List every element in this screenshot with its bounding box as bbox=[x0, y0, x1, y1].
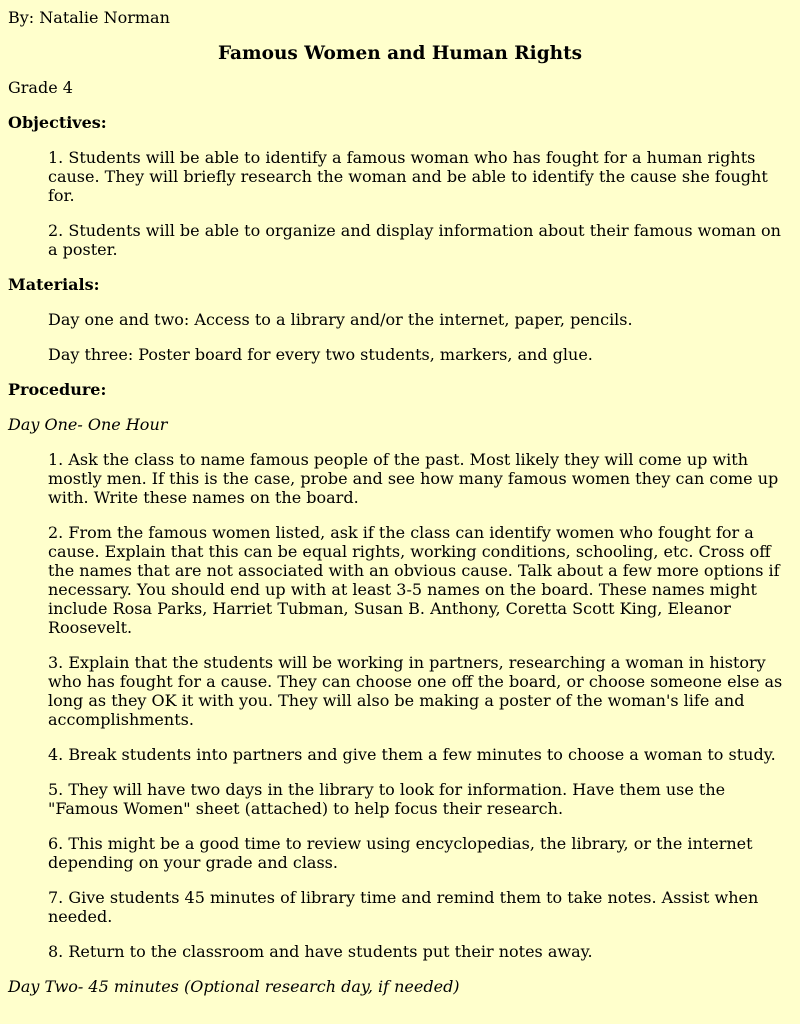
materials-item: Day three: Poster board for every two students, markers, and glue. bbox=[48, 345, 593, 364]
grade-level: Grade 4 bbox=[8, 78, 73, 97]
procedure-heading: Procedure: bbox=[8, 380, 107, 399]
procedure-step: 5. They will have two days in the library to look for information. Have them use the "Famous Women" sheet (attached) to help focus their research. bbox=[48, 780, 726, 818]
procedure-step: 8. Return to the classroom and have students put their notes away. bbox=[48, 942, 593, 961]
procedure-step: 7. Give students 45 minutes of library time and remind them to take notes. Assist when needed. bbox=[48, 888, 759, 926]
procedure-step: 4. Break students into partners and give them a few minutes to choose a woman to study. bbox=[48, 745, 776, 764]
objectives-heading: Objectives: bbox=[8, 113, 107, 132]
materials-heading: Materials: bbox=[8, 275, 100, 294]
objective-item: 2. Students will be able to organize and display information about their famous woman on a poster. bbox=[48, 221, 781, 259]
procedure-step: 2. From the famous women listed, ask if the class can identify women who fought for a cause. Explain that this can be equal rights, working conditions, schooling, etc. Cross off the names that are not associated with an obvious cause. Talk about a few more options if necessary. You should end up with at least 3-5 names on the board. These names might include Rosa Parks, Harriet Tubman, Susan B. Anthony, Coretta Scott King, Eleanor Roosevelt. bbox=[48, 523, 780, 637]
objective-item: 1. Students will be able to identify a famous woman who has fought for a human rights cause. They will briefly research the woman and be able to identify the cause she fought for. bbox=[48, 148, 768, 205]
author-line: By: Natalie Norman bbox=[8, 8, 170, 27]
day-two-label: Day Two- 45 minutes (Optional research day, if needed) bbox=[8, 977, 460, 996]
day-one-label: Day One- One Hour bbox=[8, 415, 168, 434]
materials-item: Day one and two: Access to a library and/or the internet, paper, pencils. bbox=[48, 310, 633, 329]
procedure-step: 3. Explain that the students will be working in partners, researching a woman in history who has fought for a cause. They can choose one off the board, or choose someone else as long as they OK it with you. They will also be making a poster of the woman's life and accomplishments. bbox=[48, 653, 783, 729]
procedure-step: 1. Ask the class to name famous people of the past. Most likely they will come up with mostly men. If this is the case, probe and see how many famous women they can come up with. Write these names on the board. bbox=[48, 450, 779, 507]
page-title: Famous Women and Human Rights bbox=[217, 43, 583, 64]
procedure-step: 6. This might be a good time to review using encyclopedias, the library, or the internet depending on your grade and class. bbox=[48, 834, 753, 872]
